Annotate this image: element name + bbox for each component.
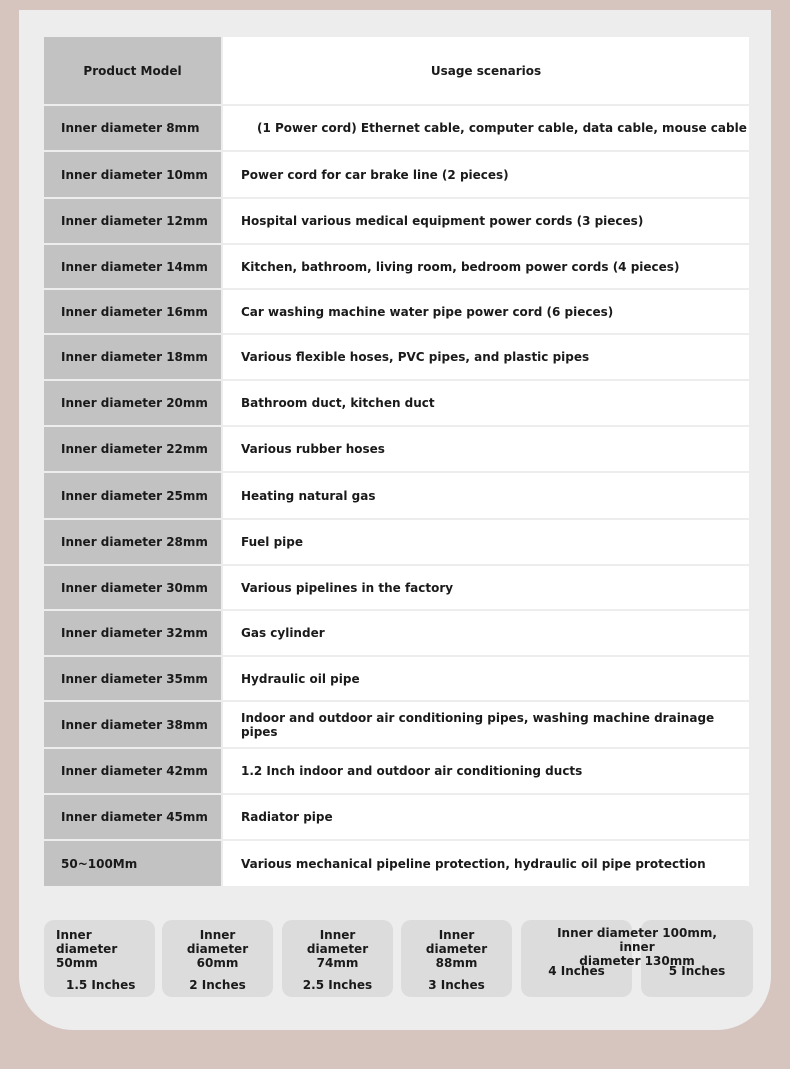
product-model-cell: Inner diameter 45mm [44, 795, 221, 839]
size-card-size-line2: diameter 60mm [186, 942, 249, 970]
table-row [44, 749, 749, 795]
usage-cell: Bathroom duct, kitchen duct [223, 381, 749, 425]
size-card-size-line1: Inner [199, 928, 236, 942]
shared-size-label-line2: diameter 130mm [579, 954, 695, 968]
table-row [44, 657, 749, 702]
size-card [162, 920, 273, 997]
product-model-cell: Inner diameter 30mm [44, 566, 221, 609]
table-header-row [44, 37, 749, 106]
usage-cell: Hydraulic oil pipe [223, 657, 749, 700]
table-row [44, 290, 749, 335]
size-card-size-line1: Inner [438, 928, 475, 942]
usage-cell: Radiator pipe [223, 795, 749, 839]
table-row [44, 520, 749, 566]
size-card-inches: 1.5 Inches [66, 978, 136, 992]
usage-cell: Car washing machine water pipe power cord (6 pieces) [223, 290, 749, 333]
product-model-cell: Inner diameter 18mm [44, 335, 221, 379]
product-model-cell: Inner diameter 12mm [44, 199, 221, 243]
product-model-cell: Inner diameter 25mm [44, 473, 221, 518]
usage-cell: Various mechanical pipeline protection, hydraulic oil pipe protection [223, 841, 749, 886]
usage-cell: Hospital various medical equipment power cords (3 pieces) [223, 199, 749, 243]
usage-cell: 1.2 Inch indoor and outdoor air conditioning ducts [223, 749, 749, 793]
table-row [44, 611, 749, 657]
product-model-cell: Inner diameter 10mm [44, 152, 221, 197]
usage-cell: Various pipelines in the factory [223, 566, 749, 609]
usage-cell: (1 Power cord) Ethernet cable, computer cable, data cable, mouse cable [223, 106, 749, 150]
usage-cell: Power cord for car brake line (2 pieces) [223, 152, 749, 197]
size-card-size-line2: diameter 50mm [56, 942, 118, 970]
product-model-cell: Inner diameter 8mm [44, 106, 221, 150]
product-model-cell: Inner diameter 28mm [44, 520, 221, 564]
table-row [44, 473, 749, 520]
size-card-inches: 2 Inches [189, 978, 246, 992]
size-card [282, 920, 393, 997]
table-row [44, 199, 749, 245]
shared-size-label-line1: Inner diameter 100mm, inner [557, 926, 717, 954]
size-card-inches: 4 Inches [548, 964, 605, 978]
usage-table [44, 37, 749, 890]
product-model-cell: Inner diameter 16mm [44, 290, 221, 333]
product-model-cell: Inner diameter 35mm [44, 657, 221, 700]
usage-cell: Indoor and outdoor air conditioning pipes, washing machine drainage pipes [223, 702, 749, 747]
size-card [401, 920, 512, 997]
table-row [44, 381, 749, 427]
size-card-size-line1: Inner [56, 928, 92, 942]
header-usage-scenarios: Usage scenarios [223, 37, 749, 104]
table-row [44, 795, 749, 841]
usage-cell: Kitchen, bathroom, living room, bedroom power cords (4 pieces) [223, 245, 749, 288]
table-row [44, 702, 749, 749]
size-card-size-line2: diameter 88mm [425, 942, 488, 970]
shared-size-label [540, 926, 734, 968]
usage-cell: Heating natural gas [223, 473, 749, 518]
table-row [44, 841, 749, 886]
size-card-inches: 5 Inches [668, 964, 726, 978]
table-row [44, 566, 749, 611]
usage-cell: Fuel pipe [223, 520, 749, 564]
table-row [44, 335, 749, 381]
size-card [44, 920, 155, 997]
size-card-inches: 3 Inches [428, 978, 485, 992]
product-model-cell: 50~100Mm [44, 841, 221, 886]
product-model-cell: Inner diameter 22mm [44, 427, 221, 471]
header-product-model: Product Model [44, 37, 221, 104]
table-row [44, 427, 749, 473]
usage-cell: Various rubber hoses [223, 427, 749, 471]
usage-cell: Gas cylinder [223, 611, 749, 655]
size-card-size-line1: Inner [319, 928, 356, 942]
size-card-size-line2: diameter 74mm [306, 942, 369, 970]
usage-cell: Various flexible hoses, PVC pipes, and plastic pipes [223, 335, 749, 379]
size-card-inches: 2.5 Inches [302, 978, 373, 992]
product-model-cell: Inner diameter 20mm [44, 381, 221, 425]
product-model-cell: Inner diameter 32mm [44, 611, 221, 655]
table-row [44, 106, 749, 152]
product-model-cell: Inner diameter 38mm [44, 702, 221, 747]
product-model-cell: Inner diameter 14mm [44, 245, 221, 288]
table-row [44, 152, 749, 199]
table-row [44, 245, 749, 290]
product-model-cell: Inner diameter 42mm [44, 749, 221, 793]
